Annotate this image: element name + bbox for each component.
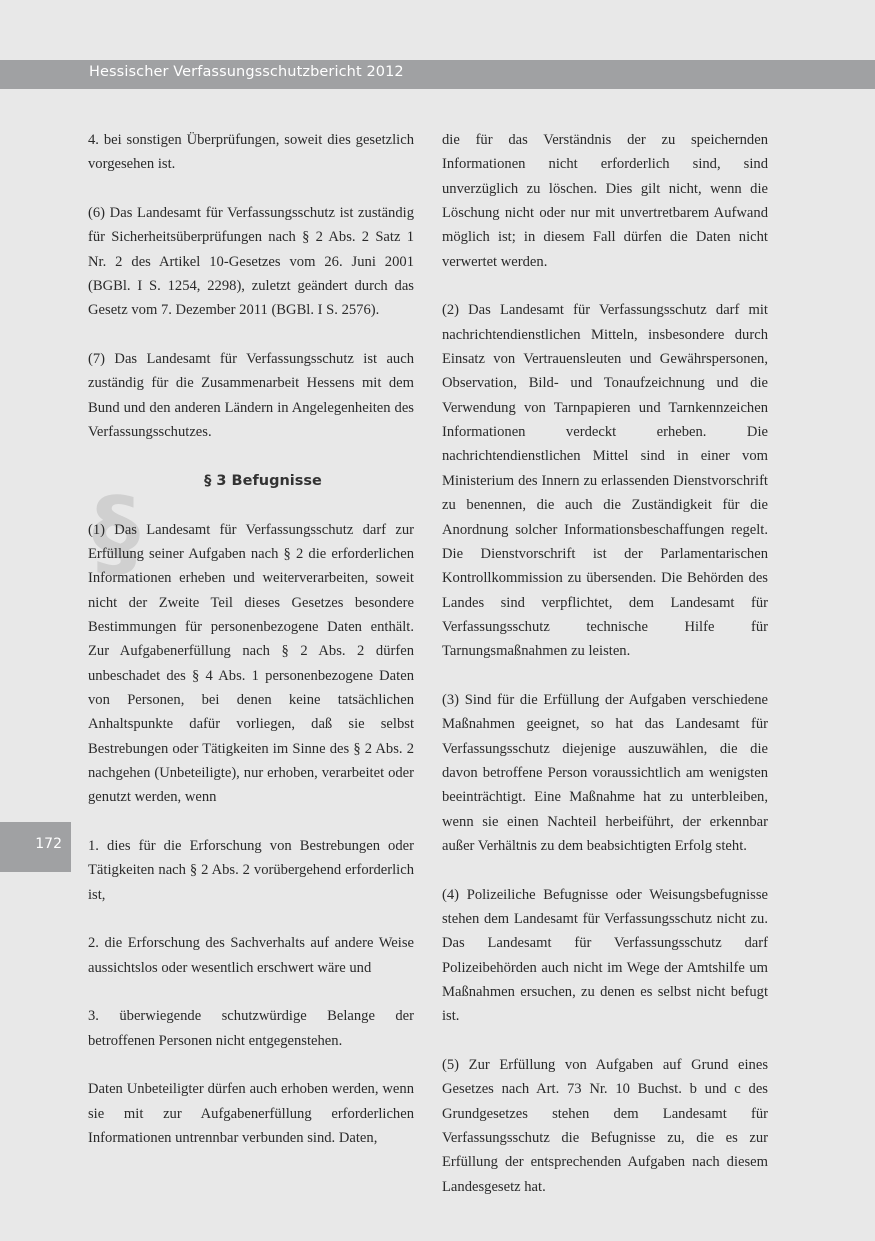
paragraph: (7) Das Landesamt für Verfassungsschutz ist auch zuständig für die Zusammenarbeit Hessens mit dem Bund und den anderen Ländern in Angelegenheiten des Verfassungsschutzes. — [88, 351, 414, 441]
paragraph: (3) Sind für die Erfüllung der Aufgaben verschiedene Maßnahmen geeignet, so hat das Landesamt für Verfassungsschutz diejenige auszuwählen, die die davon betroffene Person voraussichtlich am wenigsten beeinträchtigt. Eine Maßnahme hat zu unterbleiben, wenn sie einen Nachteil herbeiführt, der erkennbar außer Verhältnis zu dem beabsichtigten Erfolg steht. — [442, 691, 768, 854]
paragraph: (2) Das Landesamt für Verfassungsschutz darf mit nachrichtendienstlichen Mitteln, insbesondere durch Einsatz von Vertrauensleuten und Gewährspersonen, Observation, Bild- und Tonaufzeichnung und die Verwendung von Tarnpapieren und Tarnkennzeichen Informationen verdeckt erheben. Die nachrichtendienstlichen Mittel sind in einer vom Ministerium des Innern zu erlassenden Dienstvorschrift zu benennen, die auch die Zuständigkeit für die Anordnung solcher Informationsbeschaffungen regelt. Die Dienstvorschrift ist der Parlamentarischen Kontrollkommission zu übersenden. Die Behörden des Landes sind verpflichtet, dem Landesamt für Verfassungsschutz technische Hilfe für Tarnungsmaßnahmen zu leisten. — [442, 302, 768, 660]
paragraph: (5) Zur Erfüllung von Aufgaben auf Grund eines Gesetzes nach Art. 73 Nr. 10 Buchst. b und c des Grundgesetzes stehen dem Landesamt für Verfassungsschutz die Befugnisse zu, die es zur Erfüllung der entsprechenden Aufgaben nach diesem Landesgesetz hat. — [442, 1057, 768, 1195]
paragraph: (6) Das Landesamt für Verfassungsschutz ist zuständig für Sicherheitsüberprüfungen nach § 2 Abs. 2 Satz 1 Nr. 2 des Artikel 10-Gesetzes vom 26. Juni 2001 (BGBl. I S. 1254, 2298), zuletzt geändert durch das Gesetz vom 7. Dezember 2011 (BGBl. I S. 2576). — [88, 205, 414, 319]
paragraph: die für das Verständnis der zu speichernden Informationen nicht erforderlich sind, sind unverzüglich zu löschen. Dies gilt nicht, wenn die Löschung nicht oder nur mit unvertretbarem Aufwand möglich ist; in diesem Fall dürfen die Daten nicht verwertet werden. — [442, 132, 768, 270]
paragraph: 4. bei sonstigen Überprüfungen, soweit dies gesetzlich vorgesehen ist. — [88, 132, 414, 173]
right-column — [442, 128, 768, 1223]
paragraph: Daten Unbeteiligter dürfen auch erhoben werden, wenn sie mit zur Aufgabenerfüllung erforderlichen Informationen untrennbar verbunden sind. Daten, — [88, 1081, 414, 1147]
paragraph: 2. die Erforschung des Sachverhalts auf andere Weise aussichtslos oder wesentlich erschwert wäre und — [88, 935, 414, 976]
report-title: Hessischer Verfassungsschutzbericht 2012 — [89, 64, 404, 80]
paragraph: 3. überwiegende schutzwürdige Belange der betroffenen Personen nicht entgegenstehen. — [88, 1008, 414, 1049]
section-heading: § 3 Befugnisse — [204, 472, 322, 489]
paragraph: (1) Das Landesamt für Verfassungsschutz darf zur Erfüllung seiner Aufgaben nach § 2 die erforderlichen Informationen erheben und weiterverarbeiten, soweit nicht der Zweite Teil dieses Gesetzes besondere Bestimmungen für personenbezogene Daten enthält. Zur Aufgabenerfüllung nach § 2 Abs. 2 dürfen unbeschadet des § 4 Abs. 1 personenbezogene Daten von Personen, bei denen keine tatsächlichen Anhaltspunkte dafür vorliegen, daß sie selbst Bestrebungen oder Tätigkeiten im Sinne des § 2 Abs. 2 nachgehen (Unbeteiligte), nur erhoben, verarbeitet oder genutzt werden, wenn — [88, 521, 414, 806]
running-header — [0, 60, 875, 89]
page-number: 172 — [35, 836, 62, 852]
paragraph: (4) Polizeiliche Befugnisse oder Weisungsbefugnisse stehen dem Landesamt für Verfassungsschutz nicht zu. Das Landesamt für Verfassungsschutz darf Polizeibehörden auch nicht im Wege der Amtshilfe um Maßnahmen ersuchen, zu denen es selbst nicht befugt ist. — [442, 886, 768, 1025]
page-number-tab — [0, 822, 71, 872]
left-column — [88, 128, 414, 1175]
section-mark-icon: § — [92, 477, 140, 589]
paragraph: 1. dies für die Erforschung von Bestrebungen oder Tätigkeiten nach § 2 Abs. 2 vorübergehend erforderlich ist, — [88, 837, 414, 903]
